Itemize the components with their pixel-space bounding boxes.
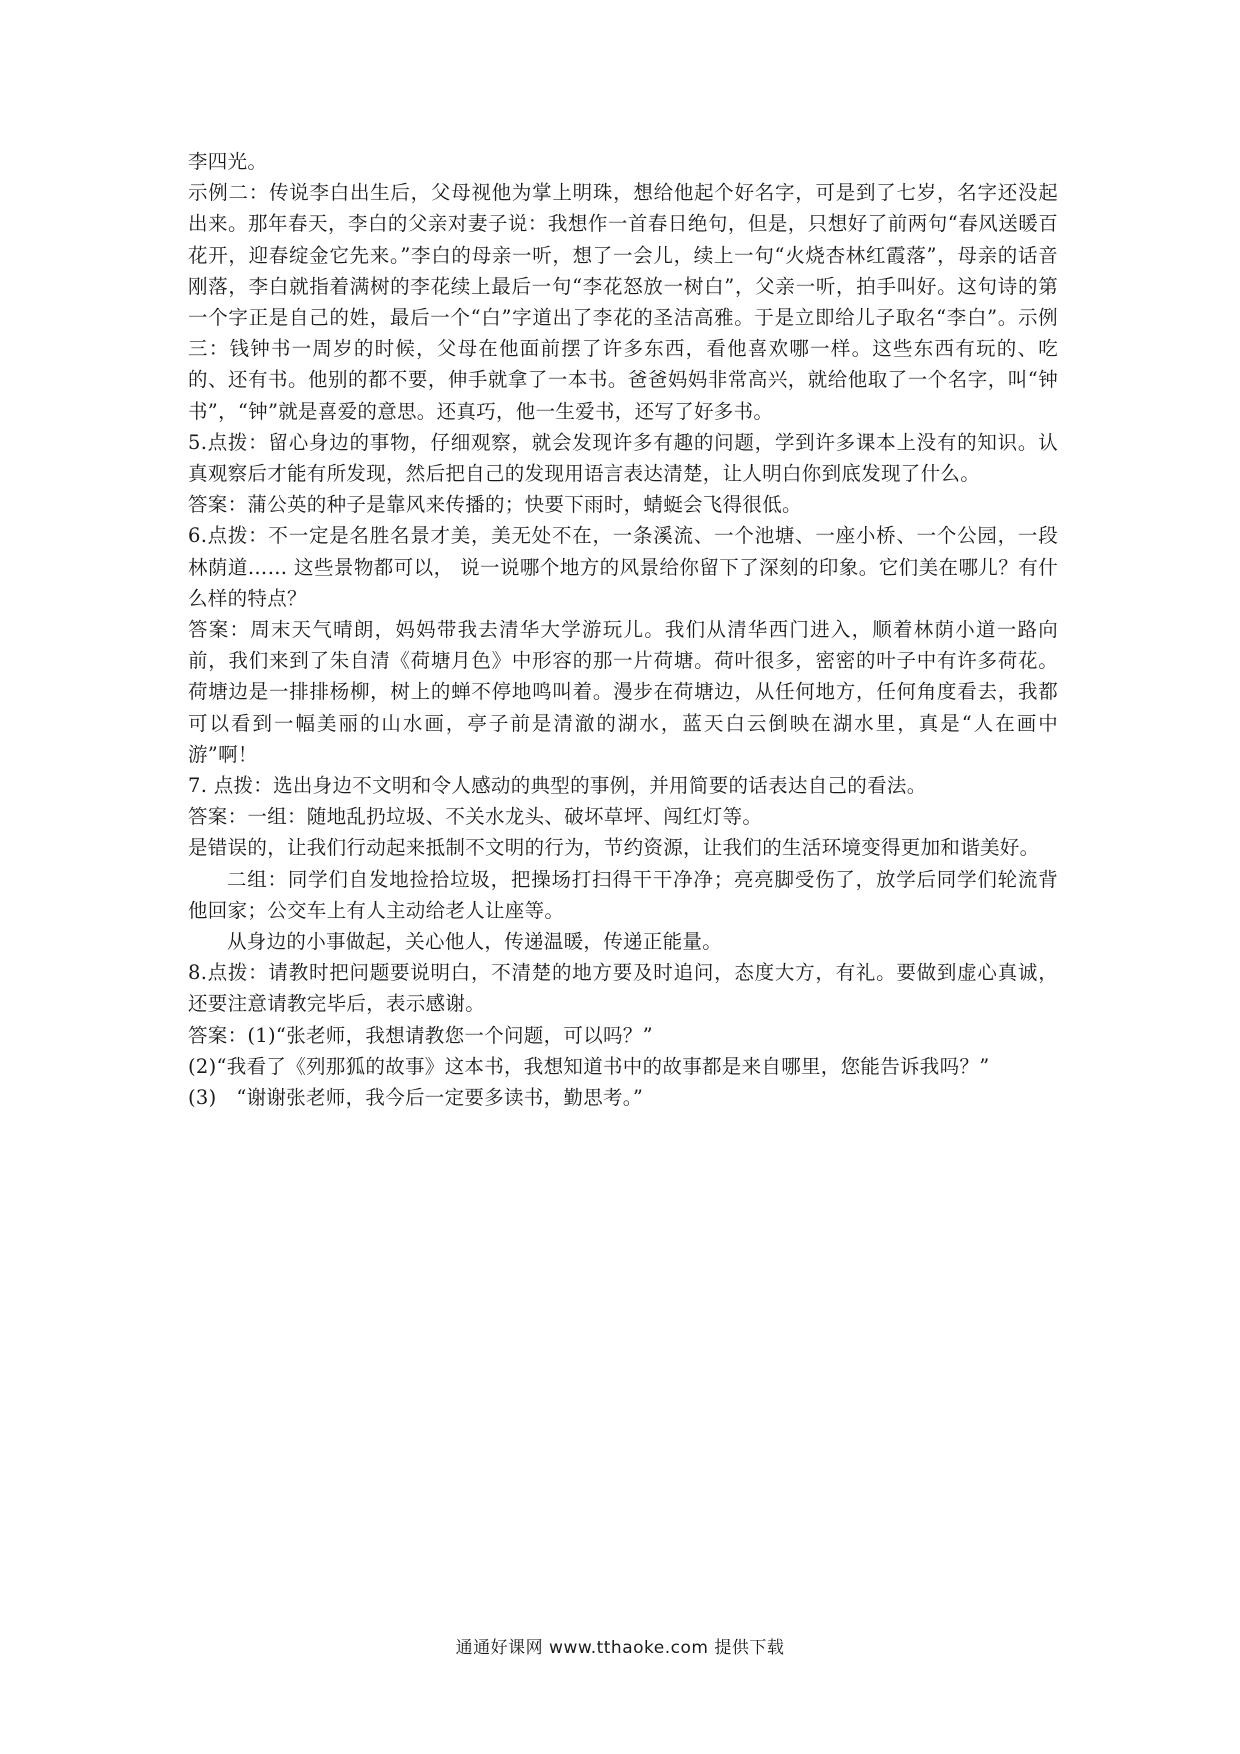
paragraph: 7. 点拨：选出身边不文明和令人感动的典型的事例，并用简要的话表达自己的看法。 xyxy=(188,774,927,798)
page-footer: 通通好课网 www.tthaoke.com 提供下载 xyxy=(455,1638,785,1658)
paragraph: 李四光。 xyxy=(188,150,268,173)
paragraph: 5.点拨：留心身边的事物，仔细观察，就会发现许多有趣的问题，学到许多课本上没有的知识。认真观察后才能有所发现，然后把自己的发现用语言表达清楚，让人明白你到底发现了什么。 xyxy=(188,430,1058,486)
document-body xyxy=(188,146,1058,1113)
paragraph: 答案：(1)“张老师，我想请教您一个问题，可以吗？” xyxy=(188,1023,653,1047)
paragraph: 是错误的，让我们行动起来抵制不文明的行为，节约资源，让我们的生活环境变得更加和谐美好。 xyxy=(188,836,1040,860)
paragraph: 二组：同学们自发地捡拾垃圾，把操场打扫得干干净净；亮亮脚受伤了，放学后同学们轮流背他回家；公交车上有人主动给老人让座等。 xyxy=(188,867,1058,922)
paragraph: 答案：周末天气晴朗，妈妈带我去清华大学游玩儿。我们从清华西门进入，顺着林荫小道一路向前，我们来到了朱自清《荷塘月色》中形容的那一片荷塘。荷叶很多，密密的叶子中有许多荷花。荷塘边是一排排杨柳，树上的蝉不停地鸣叫着。漫步在荷塘边，从任何地方，任何角度看去，我都可以看到一幅美丽的山水画，亭子前是清澈的湖水，蓝天白云倒映在湖水里，真是“人在画中游”啊！ xyxy=(188,618,1058,766)
paragraph: 8.点拨：请教时把问题要说明白，不清楚的地方要及时追问，态度大方，有礼。要做到虚心真诚，还要注意请教完毕后，表示感谢。 xyxy=(188,961,1058,1016)
paragraph: 答案：一组：随地乱扔垃圾、不关水龙头、破坏草坪、闯红灯等。 xyxy=(188,805,763,829)
paragraph: 示例二：传说李白出生后，父母视他为掌上明珠，想给他起个好名字，可是到了七岁，名字还没起出来。那年春天，李白的父亲对妻子说：我想作一首春日绝句，但是，只想好了前两句“春风送暖百花开，迎春绽金它先来。”李白的母亲一听，想了一会儿，续上一句“火烧杏林红霞落”，母亲的话音刚落，李白就指着满树的李花续上最后一句“李花怒放一树白”，父亲一听，拍手叫好。这句诗的第一个字正是自己的姓，最后一个“白”字道出了李花的圣洁高雅。于是立即给儿子取名“李白”。示例三：钱钟书一周岁的时候，父母在他面前摆了许多东西，看他喜欢哪一样。这些东西有玩的、吃的、还有书。他别的都不要，伸手就拿了一本书。爸爸妈妈非常高兴，就给他取了一个名字，叫“钟书”，“钟”就是喜爱的意思。还真巧，他一生爱书，还写了好多书。 xyxy=(188,181,1058,423)
paragraph: 6.点拨：不一定是名胜名景才美，美无处不在，一条溪流、一个池塘、一座小桥、一个公园，一段林荫道…… 这些景物都可以， 说一说哪个地方的风景给你留下了深刻的印象。它们美在哪儿？有什么样的特点？ xyxy=(188,524,1058,610)
paragraph: 从身边的小事做起，关心他人，传递温暖，传递正能量。 xyxy=(227,930,723,954)
paragraph: 答案：蒲公英的种子是靠风来传播的；快要下雨时，蜻蜓会飞得很低。 xyxy=(188,493,802,517)
paragraph: (3) “谢谢张老师，我今后一定要多读书，勤思考。” xyxy=(188,1086,644,1110)
paragraph: (2)“我看了《列那狐的故事》这本书，我想知道书中的故事都是来自哪里，您能告诉我吗？” xyxy=(188,1054,990,1078)
